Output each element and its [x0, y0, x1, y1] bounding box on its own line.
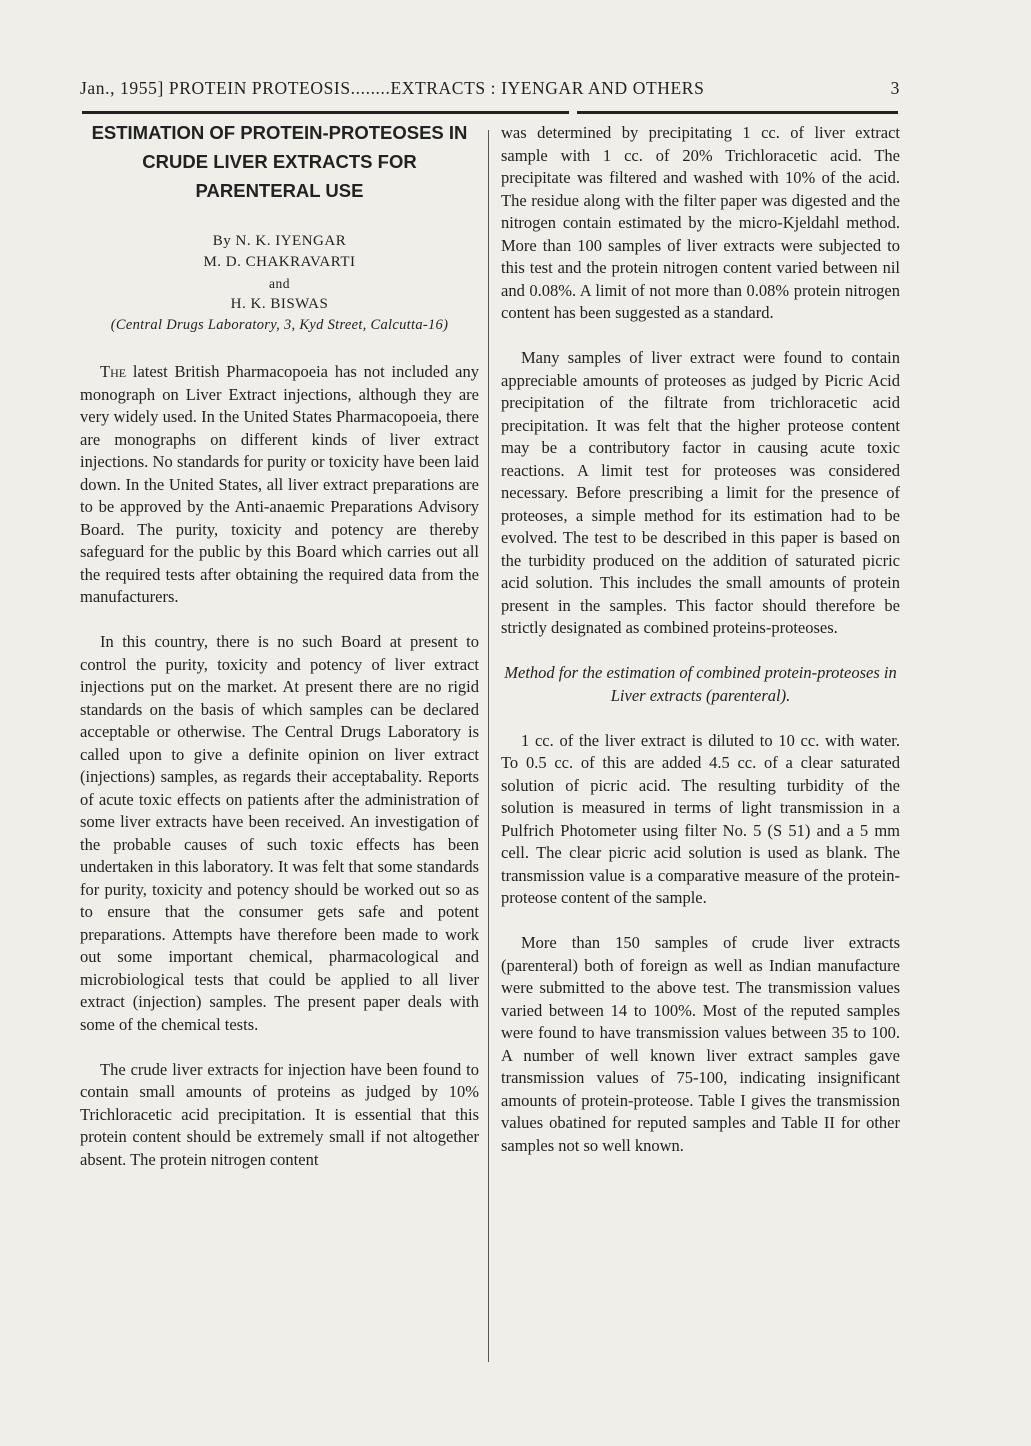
- header-rule-left: [82, 111, 569, 114]
- left-column: [80, 118, 479, 1194]
- article-title: ESTIMATION OF PROTEIN-PROTEOSES IN CRUDE LIVER EXTRACTS FOR PARENTERAL USE: [91, 122, 468, 201]
- author-list: [80, 231, 479, 315]
- author-conjunction: and: [269, 276, 290, 291]
- page-number: 3: [890, 78, 900, 98]
- body-paragraph: Many samples of liver extract were found to contain appreciable amounts of proteoses as judged by Picric Acid precipitation of the filtrate from trichloracetic acid precipitation. It was felt that the higher proteose content may be a contributory factor in causing acute toxic reactions. A limit test for proteoses was considered necessary. Before prescribing a limit for the presence of proteoses, a simple method for its estimation had to be evolved. The test to be described in this paper is based on the turbidity produced on the addition of saturated picric acid solution. This includes the small amounts of protein present in the samples. This factor should therefore be strictly designated as combined proteins-proteoses.: [501, 348, 900, 637]
- author-2: M. D. CHAKRAVARTI: [203, 254, 356, 270]
- paragraph-text: latest British Pharmacopoeia has not included any monograph on Liver Extract injections, although they are very widely used. In the United States Pharmacopoeia, there are monographs on different kinds of liver extract injections. No standards for purity or toxicity have been laid down. In the United States, all liver extract preparations are to be approved by the Anti-anaemic Preparations Advisory Board. The purity, toxicity and potency are thereby safeguard for the public by this Board which carries out all the required tests after obtaining the required data from the manufacturers.: [80, 362, 479, 606]
- author-1: By N. K. IYENGAR: [212, 233, 347, 249]
- body-paragraph: 1 cc. of the liver extract is diluted to 10 cc. with water. To 0.5 cc. of this are added 4.5 cc. of a clear saturated solution of picric acid. The resulting turbidity of the solution is measured in terms of light transmission in a Pulfrich Photometer using filter No. 5 (S 51) and a 5 mm cell. The clear picric acid solution is used as blank. The transmission value is a comparative measure of the protein-proteose content of the sample.: [501, 730, 900, 907]
- body-paragraph: [80, 361, 479, 609]
- affiliation: (Central Drugs Laboratory, 3, Kyd Street, Calcutta-16): [110, 317, 449, 333]
- body-paragraph: The crude liver extracts for injection have been found to contain small amounts of proteins as judged by 10% Trichloracetic acid precipitation. It is essential that this protein content should be extremely small if not altogether absent. The protein nitrogen content: [80, 1059, 479, 1169]
- column-separator: [488, 130, 489, 1362]
- body-paragraph: was determined by precipitating 1 cc. of liver extract sample with 1 cc. of 20% Trichloracetic acid. The precipitate was filtered and washed with 10% of the acid. The residue along with the filter paper was digested and the nitrogen contain estimated by the micro-Kjeldahl method. More than 100 samples of liver extracts were subjected to this test and the protein nitrogen content varied between nil and 0.08%. A limit of not more than 0.08% protein nitrogen content has been suggested as a standard.: [501, 123, 900, 322]
- paragraph-lead-word: The: [100, 362, 127, 381]
- running-header-title: Jan., 1955] PROTEIN PROTEOSIS........EXTRACTS : IYENGAR AND OTHERS: [80, 78, 705, 98]
- header-rule-right: [577, 111, 898, 114]
- author-3: H. K. BISWAS: [230, 296, 329, 312]
- body-paragraph: In this country, there is no such Board at present to control the purity, toxicity and potency of liver extract injections put on the market. At present there are no rigid standards on the basis of which samples can be declared acceptable or otherwise. The Central Drugs Laboratory is called upon to give a definite opinion on liver extract (injections) samples, as regards their acceptabality. Reports of acute toxic effects on patients after the administration of some liver extracts have been received. An investigation of the probable causes of such toxic effects has been undertaken in this laboratory. It was felt that some standards for purity, toxicity and potency should be worked out so as to ensure that the consumer gets safe and potent preparations. Attempts have therefore been made to work out some important chemical, pharmacological and microbiological tests that could be applied to all liver extract (injection) samples. The present paper deals with some of the chemical tests.: [80, 632, 479, 1034]
- running-header: [80, 78, 900, 99]
- method-heading: Method for the estimation of combined protein-proteoses in Liver extracts (parenteral).: [504, 663, 897, 705]
- right-column: [501, 122, 900, 1180]
- body-paragraph: More than 150 samples of crude liver extracts (parenteral) both of foreign as well as Indian manufacture were submitted to the above test. The transmission values varied between 14 to 100%. Most of the reputed samples were found to have transmission values between 35 to 100. A number of well known liver extract samples gave transmission values of 75-100, indicating insignificant amounts of protein-proteose. Table I gives the transmission values obatined for reputed samples and Table II for other samples not so well known.: [501, 933, 900, 1155]
